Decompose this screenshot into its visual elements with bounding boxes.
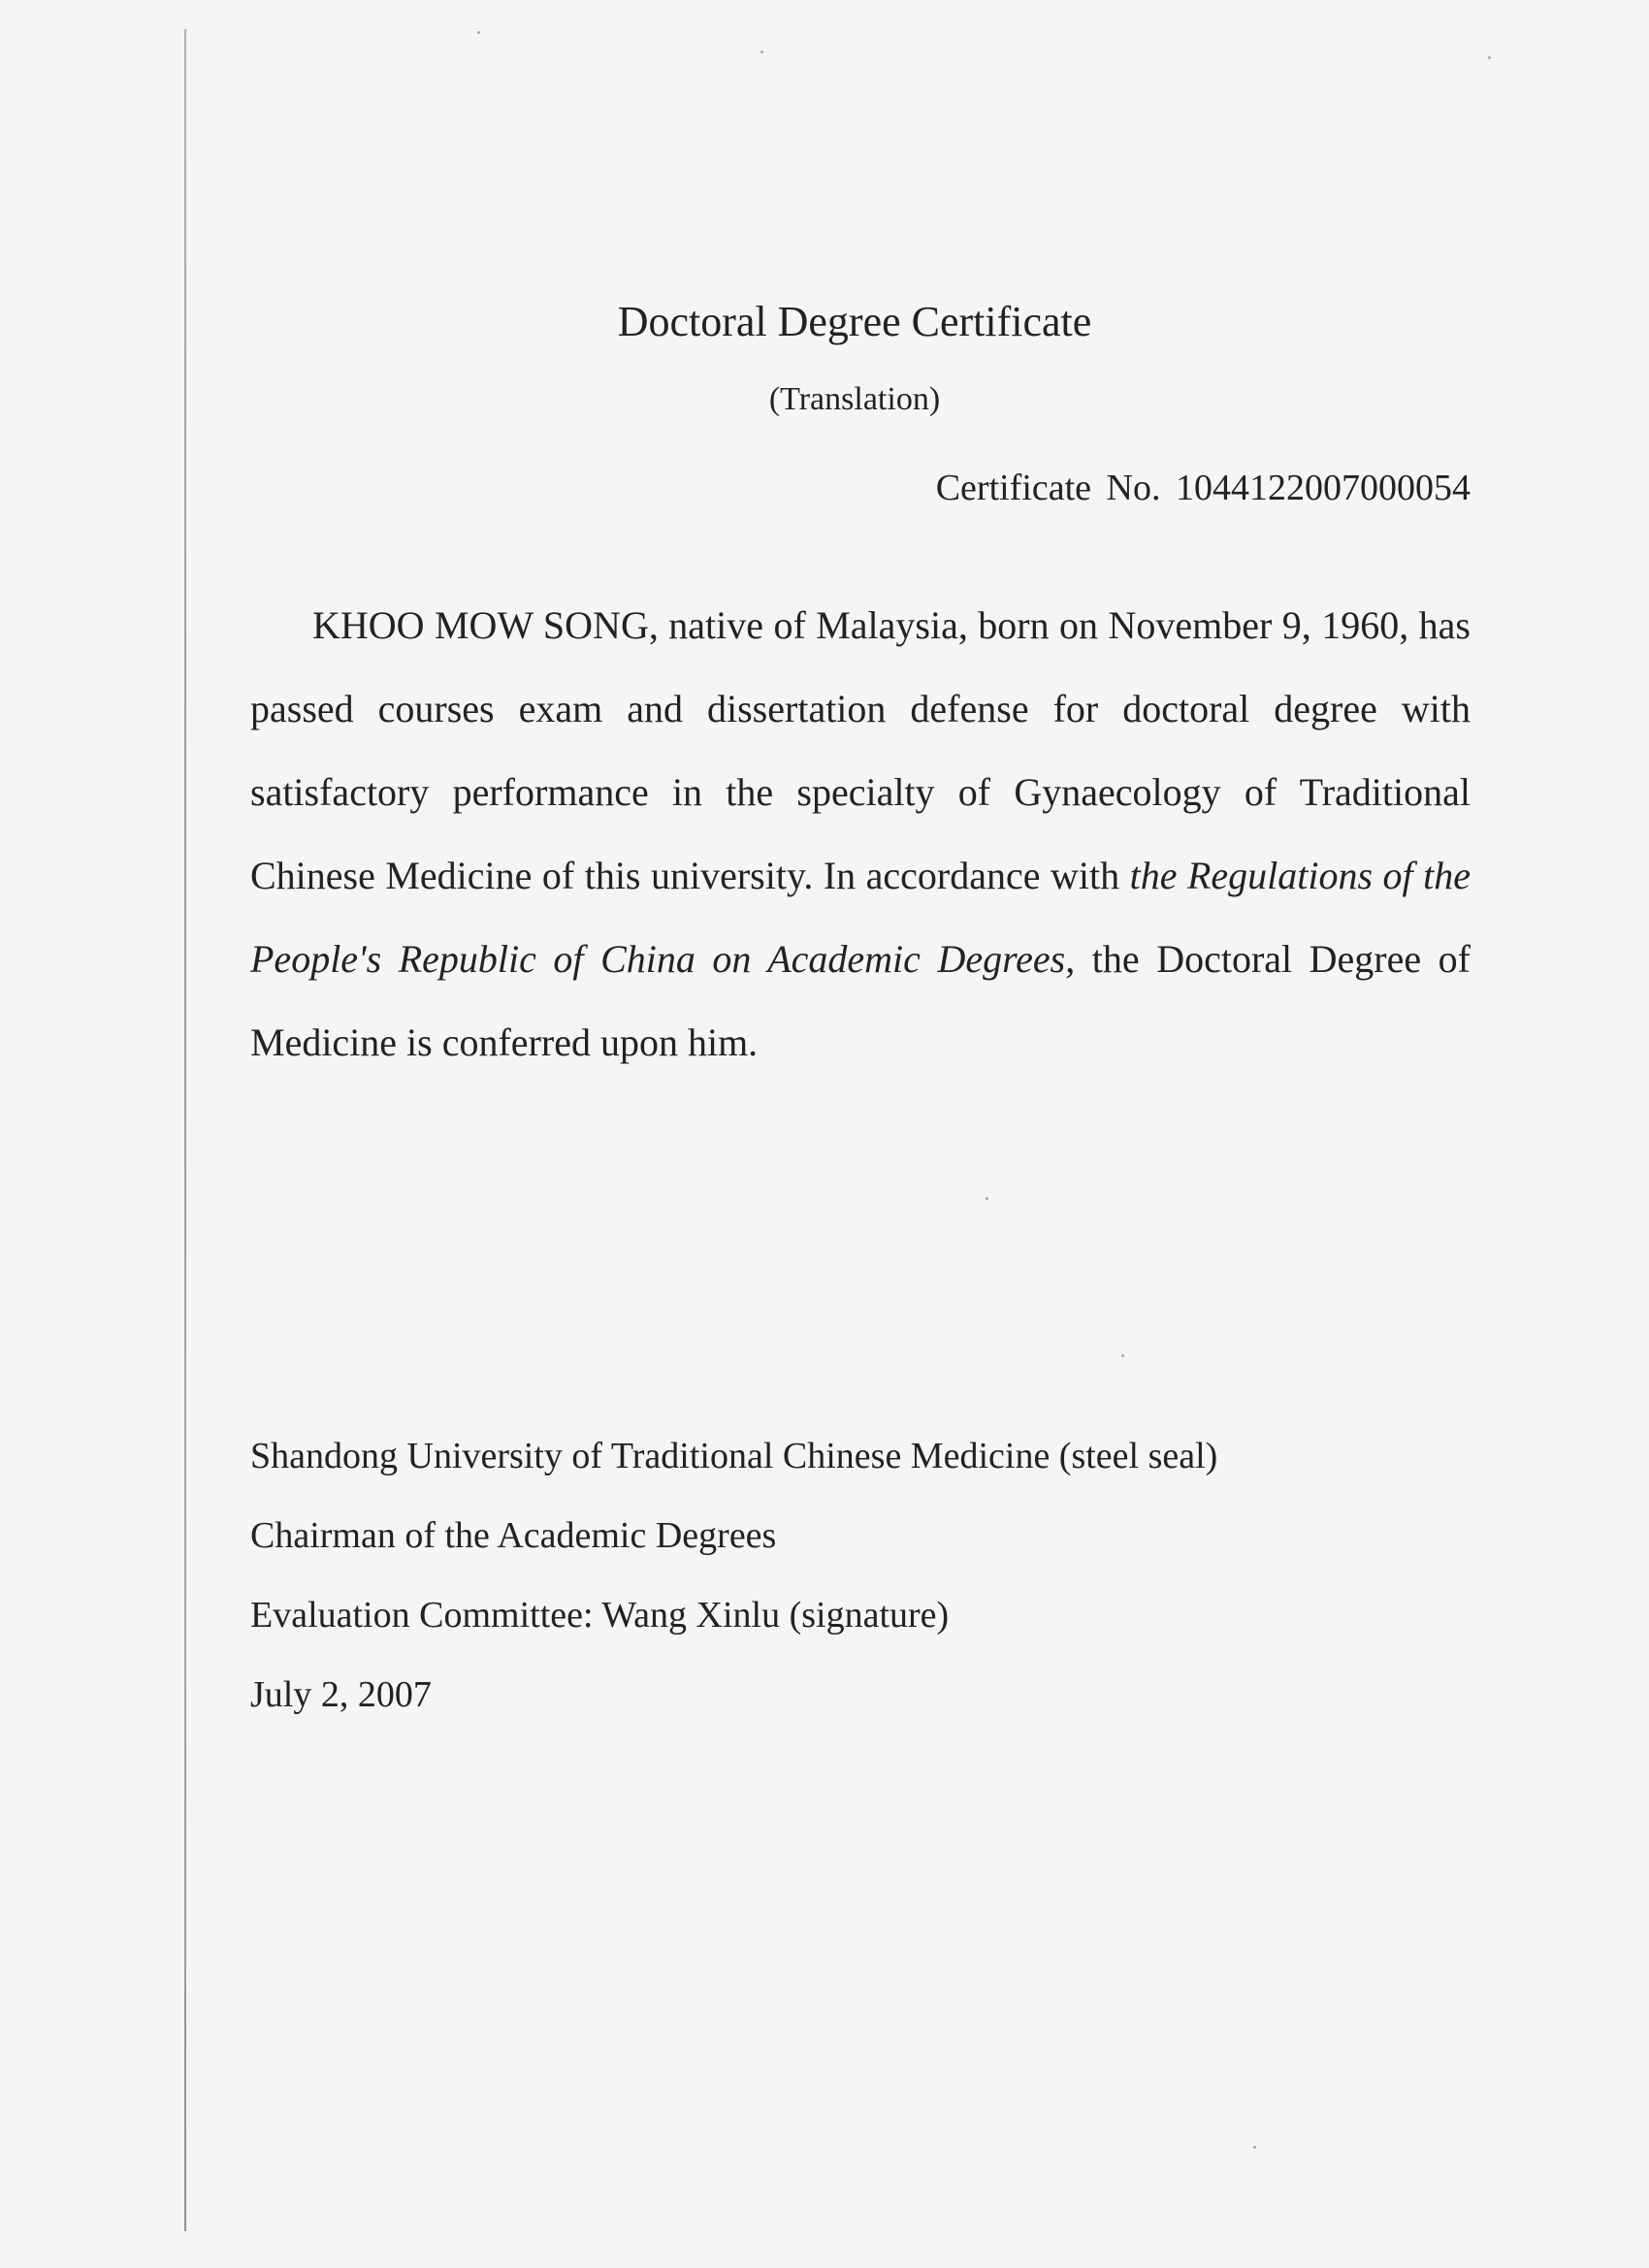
scan-speck [1253, 2146, 1256, 2149]
scanned-page-edge [184, 29, 186, 2231]
certificate-body [250, 584, 1471, 1085]
scan-speck [760, 50, 763, 53]
document-title: Doctoral Degree Certificate [617, 298, 1092, 345]
body-text-part1: KHOO MOW SONG, native of Malaysia, born on November 9, 1960, has passed courses exam and dissertation defense for doctoral degree with satisfactory performance in the specialty of Gynaecology of Traditional Chinese Medicine of this university. In accordance with [250, 603, 1471, 897]
body-text-part2: , the Doctoral Degree of Medicine is conferred upon him. [250, 937, 1471, 1064]
scan-speck [1121, 1354, 1124, 1357]
regulations-title: the Regulations of the People's Republic of China on Academic Degrees [250, 854, 1471, 981]
certificate-number: Certificate No. 1044122007000054 [935, 468, 1471, 508]
scan-speck [1488, 56, 1491, 59]
certificate-footer [250, 1416, 1217, 1734]
scan-speck [986, 1197, 988, 1200]
issue-date: July 2, 2007 [250, 1674, 432, 1715]
chairman-line-2: Evaluation Committee: Wang Xinlu (signature) [250, 1595, 950, 1636]
document-subtitle: (Translation) [768, 381, 941, 417]
university-line: Shandong University of Traditional Chinese Medicine (steel seal) [250, 1436, 1218, 1476]
chairman-line-1: Chairman of the Academic Degrees [250, 1515, 777, 1556]
scan-speck [477, 31, 480, 34]
